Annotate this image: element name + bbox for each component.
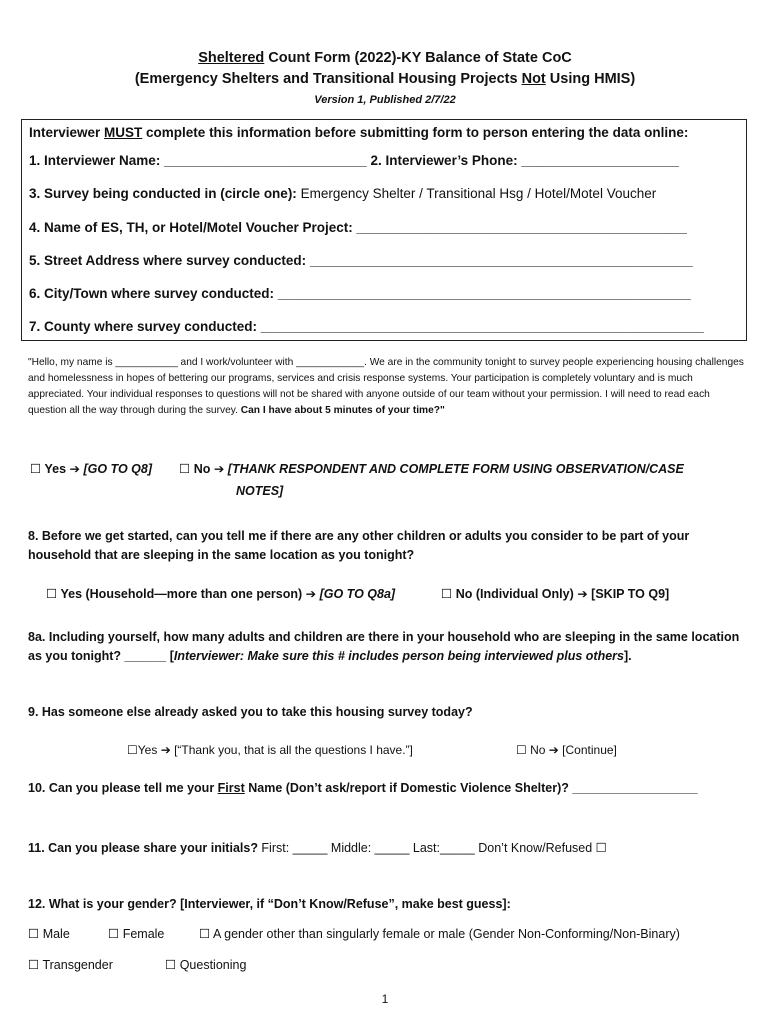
q8-yes-label: Yes (Household—more than one person) <box>57 587 306 601</box>
subtitle-part-a: (Emergency Shelters and Transitional Housing Projects <box>134 71 522 87</box>
interviewer-intro <box>29 125 688 140</box>
q9-yes-label: Yes <box>137 743 161 757</box>
consent-yes-option[interactable] <box>30 461 152 476</box>
q8a-close: ]. <box>624 649 632 663</box>
title-rest: Count Form (2022)-KY Balance of State CoC <box>264 50 572 66</box>
consent-no-option[interactable] <box>179 461 684 476</box>
arrow-right-icon: ➔ <box>305 587 317 601</box>
q8-no-skip: [SKIP TO Q9] <box>587 587 670 601</box>
intro-part-b: complete this information before submitting form to person entering the data online: <box>142 125 689 140</box>
q8a-household-count-question[interactable] <box>28 628 742 666</box>
q12-transgender-label: Transgender <box>39 958 113 972</box>
intro-must: MUST <box>104 125 143 140</box>
project-name-field[interactable]: 4. Name of ES, TH, or Hotel/Motel Voucher Project: ____________________________________________ <box>29 220 687 235</box>
checkbox-icon[interactable]: ☐ <box>441 586 453 601</box>
checkbox-icon[interactable]: ☐ <box>165 957 177 972</box>
consent-no-action-line1: [THANK RESPONDENT AND COMPLETE FORM USING OBSERVATION/CASE <box>224 462 684 476</box>
q8-no-label: No (Individual Only) <box>452 587 578 601</box>
q12-male-label: Male <box>39 927 70 941</box>
arrow-right-icon: ➔ <box>548 743 559 757</box>
page-number: 1 <box>381 992 389 1006</box>
q8-yes-option[interactable] <box>46 586 395 601</box>
arrow-right-icon: ➔ <box>69 462 80 476</box>
consent-yes-goto: [GO TO Q8] <box>79 462 152 476</box>
checkbox-icon[interactable]: ☐ <box>127 743 138 757</box>
q12-female-option[interactable] <box>108 926 164 941</box>
q12-other-gender-option[interactable] <box>199 926 680 941</box>
q12-questioning-option[interactable] <box>165 957 246 972</box>
q12-transgender-option[interactable] <box>28 957 113 972</box>
q11-initials-question[interactable] <box>28 840 607 855</box>
checkbox-icon[interactable]: ☐ <box>28 926 40 941</box>
checkbox-icon[interactable]: ☐ <box>179 461 191 476</box>
q12-female-label: Female <box>119 927 165 941</box>
q9-no-label: No <box>526 743 549 757</box>
script-ask: Can I have about 5 minutes of your time?" <box>237 405 445 416</box>
consent-no-action-line2: NOTES] <box>236 484 284 498</box>
city-town-field[interactable]: 6. City/Town where survey conducted: _______________________________________________________ <box>29 286 691 301</box>
county-field[interactable]: 7. County where survey conducted: ___________________________________________________________ <box>29 319 704 334</box>
q3-label: 3. Survey being conducted in (circle one): <box>29 186 297 201</box>
q8-yes-goto: [GO TO Q8a] <box>316 587 396 601</box>
q12-male-option[interactable] <box>28 926 70 941</box>
q12-other-label: A gender other than singularly female or male (Gender Non-Conforming/Non-Binary) <box>210 927 680 941</box>
q8a-note: Interviewer: Make sure this # includes person being interviewed plus others <box>173 649 625 663</box>
subtitle-not: Not <box>521 71 546 87</box>
interviewer-script <box>28 355 744 419</box>
q11-fields[interactable]: First: _____ Middle: _____ Last:_____ Don’t Know/Refused <box>257 841 596 855</box>
q12-questioning-label: Questioning <box>176 958 247 972</box>
checkbox-icon[interactable]: ☐ <box>516 743 527 757</box>
q9-no-option[interactable] <box>516 743 617 757</box>
checkbox-icon[interactable]: ☐ <box>30 461 42 476</box>
survey-location-type-field[interactable] <box>29 186 656 201</box>
q10-part-a: 10. Can you please tell me your <box>28 781 218 795</box>
title-sheltered: Sheltered <box>198 50 265 66</box>
q8-household-question: 8. Before we get started, can you tell me if there are any other children or adults you consider to be part of your household that are sleeping in the same location as you tonight? <box>28 529 690 562</box>
q9-no-reply: [Continue] <box>558 743 617 757</box>
form-title <box>0 50 770 66</box>
q3-options[interactable]: Emergency Shelter / Transitional Hsg / Hotel/Motel Voucher <box>296 186 657 201</box>
q10-first: First <box>217 781 245 795</box>
arrow-right-icon: ➔ <box>577 587 588 601</box>
arrow-right-icon: ➔ <box>213 462 225 476</box>
q10-part-b[interactable]: Name (Don’t ask/report if Domestic Violence Shelter)? __________________ <box>244 781 698 795</box>
q9-question: 9. Has someone else already asked you to take this housing survey today? <box>28 705 473 719</box>
consent-no-label: No <box>190 462 214 476</box>
interviewer-name-phone-field[interactable]: 1. Interviewer Name: ___________________________ 2. Interviewer’s Phone: _____________________ <box>29 153 679 168</box>
q9-yes-option[interactable] <box>127 743 413 757</box>
checkbox-icon[interactable]: ☐ <box>46 586 58 601</box>
checkbox-icon[interactable]: ☐ <box>199 926 211 941</box>
intro-part-a: Interviewer <box>29 125 105 140</box>
q11-text: 11. Can you please share your initials? <box>28 841 258 855</box>
form-subtitle <box>0 71 770 87</box>
street-address-field[interactable]: 5. Street Address where survey conducted: ___________________________________________________ <box>29 253 693 268</box>
q9-yes-reply: [“Thank you, that is all the questions I have.”] <box>170 743 413 757</box>
q8-no-option[interactable] <box>441 586 669 601</box>
script-text: "Hello, my name is ___________ and I work/volunteer with ____________. We are in the community tonight to survey people experiencing housing challenges and homelessness in hopes of bettering our programs, services and crisis response systems. Your participation is completely voluntary and is much appreciated. Your individual responses to questions will not be shared with anyone outside of our team without your permission. I will need to read each question all the way through during the survey. <box>28 357 744 416</box>
checkbox-icon[interactable]: ☐ <box>28 957 40 972</box>
consent-yes-label: Yes <box>41 462 70 476</box>
subtitle-part-b: Using HMIS) <box>545 71 636 87</box>
arrow-right-icon: ➔ <box>160 743 171 757</box>
checkbox-icon[interactable]: ☐ <box>595 840 607 855</box>
checkbox-icon[interactable]: ☐ <box>108 926 120 941</box>
q8a-text: 8a. Including yourself, how many adults and children are there in your household who are sleeping in the same location as you tonight? ______ [ <box>28 630 740 663</box>
version-line: Version 1, Published 2/7/22 <box>314 94 456 106</box>
q12-gender-question: 12. What is your gender? [Interviewer, if “Don’t Know/Refuse”, make best guess]: <box>28 897 511 911</box>
q10-first-name-question[interactable] <box>28 781 698 795</box>
